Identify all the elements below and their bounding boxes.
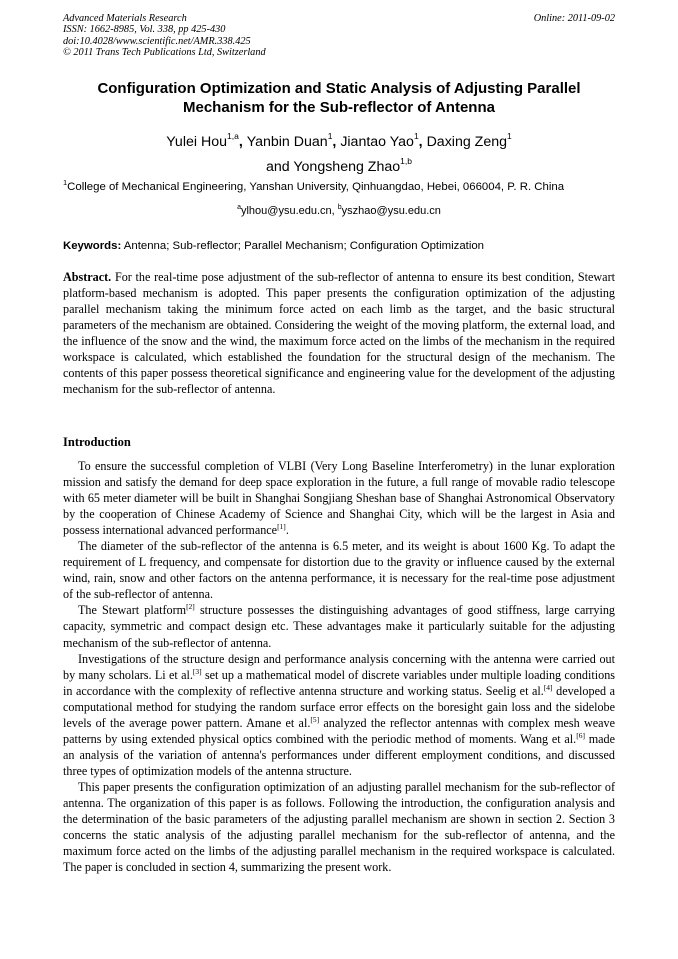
introduction-body: [63, 458, 615, 875]
journal-name: Advanced Materials Research: [63, 13, 187, 24]
paragraph-text: .: [285, 523, 289, 538]
author-separator: ,: [332, 134, 341, 150]
author-name: Daxing Zeng: [426, 134, 508, 150]
paragraph-text: To ensure the successful completion of VLBI (Very Long Baseline Interferometry) in the lunar exploration mission and satisfy the demand for deep space exploration in the future, a full range of movable radio telescope with 65 meter diameter will be built in Shanghai Songjiang Sheshan base of Shanghai Astronomical Observatory by the cooperation of Chinese Academy of Science and Shanghai City, which will be the largest in Asia and possess international advanced performance: [63, 459, 615, 538]
author-emails: [63, 204, 615, 219]
affiliation-text: College of Mechanical Engineering, Yanshan University, Qinhuangdao, Hebei, 066004, P. R. China: [67, 181, 565, 193]
author-line-2: [63, 155, 615, 180]
citation-ref[interactable]: [4]: [543, 682, 553, 692]
author-name: Jiantao Yao: [340, 134, 414, 150]
paragraph: [63, 458, 615, 538]
online-date: Online: 2011-09-02: [533, 13, 615, 24]
author-sup: 1: [327, 131, 333, 141]
journal-copyright: © 2011 Trans Tech Publications Ltd, Switzerland: [63, 47, 266, 59]
keywords: [63, 239, 615, 254]
abstract-text: For the real-time pose adjustment of the sub-reflector of antenna to ensure its best condition, Stewart platform-based mechanism is adopted. This paper presents the configuration optimization of the adjusting parallel mechanism taking the minimum force acted on each limb as the target, and the basic structural parameters of the mechanism are obtained. Considering the weight of the moving platform, the external load, and the influence of the snow and the wind, the maximum force acted on the limbs of the mechanism in the required workspace is calculated, which established the foundation for the structural design of the mechanism. The contents of this paper possess theoretical significance and engineering value for the development of the adjusting mechanism for the sub-reflector of antenna.: [63, 270, 615, 397]
abstract-label: Abstract.: [63, 270, 112, 284]
author-sup: 1,b: [400, 156, 412, 166]
author-sup: 1,a: [226, 131, 239, 141]
paragraph: This paper presents the configuration optimization of an adjusting parallel mechanism for the sub-reflector of antenna. The organization of this paper is as follows. Following the introduction, the configuration analysis and the determination of the basic parameters of the adjusting parallel mechanism are shown in section 2. Section 3 concerns the static analysis of the adjusting parallel mechanism for the sub-reflector of antenna, and the maximum force acted on the limbs of the adjusting parallel mechanism in the required workspace is calculated. The paper is concluded in section 4, summarizing the present work.: [63, 779, 615, 875]
author-separator: ,: [238, 134, 247, 150]
paper-title: [63, 79, 615, 117]
author-sup: 1: [413, 131, 419, 141]
affiliation-sup: 1: [63, 178, 68, 187]
author-sup: 1: [507, 131, 512, 141]
paragraph-text: set up a mathematical model of discrete variables under multiple loading conditions in accordance with the complexity of reflective antenna structure and working status. Seelig et al.: [63, 667, 615, 698]
keywords-text: Antenna; Sub-reflector; Parallel Mechanism; Configuration Optimization: [121, 240, 485, 252]
title-line-2: Mechanism for the Sub-reflector of Antenna: [183, 99, 495, 116]
citation-ref[interactable]: [2]: [186, 602, 195, 612]
author-name: Yulei Hou: [166, 134, 227, 150]
journal-header: [63, 13, 266, 59]
paragraph: [63, 651, 615, 779]
abstract: [63, 269, 615, 397]
citation-ref[interactable]: [6]: [576, 730, 585, 740]
email-b-sup: b: [337, 204, 342, 211]
paragraph: The diameter of the sub-reflector of the antenna is 6.5 meter, and its weight is about 1600 Kg. To adapt the requirement of L frequency, and compensate for distortion due to the gravity or influence caused by the external wind, rain, snow and other factors on the antenna performance, it is necessary for the real-time pose adjustment of the sub-reflector of antenna.: [63, 539, 615, 602]
citation-ref[interactable]: [3]: [192, 666, 202, 676]
author-and: and: [266, 159, 294, 175]
journal-doi[interactable]: doi:10.4028/www.scientific.net/AMR.338.425: [63, 35, 251, 47]
author-name: Yongsheng Zhao: [293, 159, 401, 175]
paragraph: [63, 602, 615, 650]
keywords-label: Keywords:: [63, 240, 122, 252]
paragraph-text: analyzed the reflector antennas with complex mesh weave patterns by using extended physical optics combined with the periodic method of moments. Wang et al.: [63, 715, 616, 746]
email-a[interactable]: ylhou@ysu.edu.cn,: [240, 205, 338, 217]
author-list: [63, 130, 615, 180]
affiliation: [63, 180, 623, 195]
citation-ref[interactable]: [1]: [277, 522, 286, 532]
paragraph-text: developed a computational method for studying the random surface error effects on the boresight gain loss and the sidelobe levels of the average power pattern. Amane et al.: [63, 683, 615, 730]
paragraph-text: structure possesses the distinguishing advantages of good stiffness, large carrying capacity, symmetric and compact design etc. These advantages make it particularly suitable for the adjusting mechanism of the sub-reflector of antenna.: [63, 603, 615, 650]
paragraph-text: made an analysis of the variation of antenna's performances under different employment conditions, and discussed three types of optimization models of the antenna structure.: [63, 731, 616, 778]
title-line-1: Configuration Optimization and Static Analysis of Adjusting Parallel: [97, 80, 581, 97]
author-name: Yanbin Duan: [246, 134, 328, 150]
citation-ref[interactable]: [5]: [310, 714, 320, 724]
author-separator: ,: [418, 134, 427, 150]
journal-issn: ISSN: 1662-8985, Vol. 338, pp 425-430: [63, 24, 226, 36]
email-a-sup: a: [237, 204, 241, 211]
section-heading-introduction: Introduction: [63, 435, 131, 449]
email-b[interactable]: yszhao@ysu.edu.cn: [341, 205, 441, 217]
author-line-1: [63, 130, 615, 155]
paragraph-text: The Stewart platform: [78, 603, 187, 618]
paragraph-text: Investigations of the structure design and performance analysis concerning with the antenna were carried out by many scholars. Li et al.: [63, 651, 615, 682]
